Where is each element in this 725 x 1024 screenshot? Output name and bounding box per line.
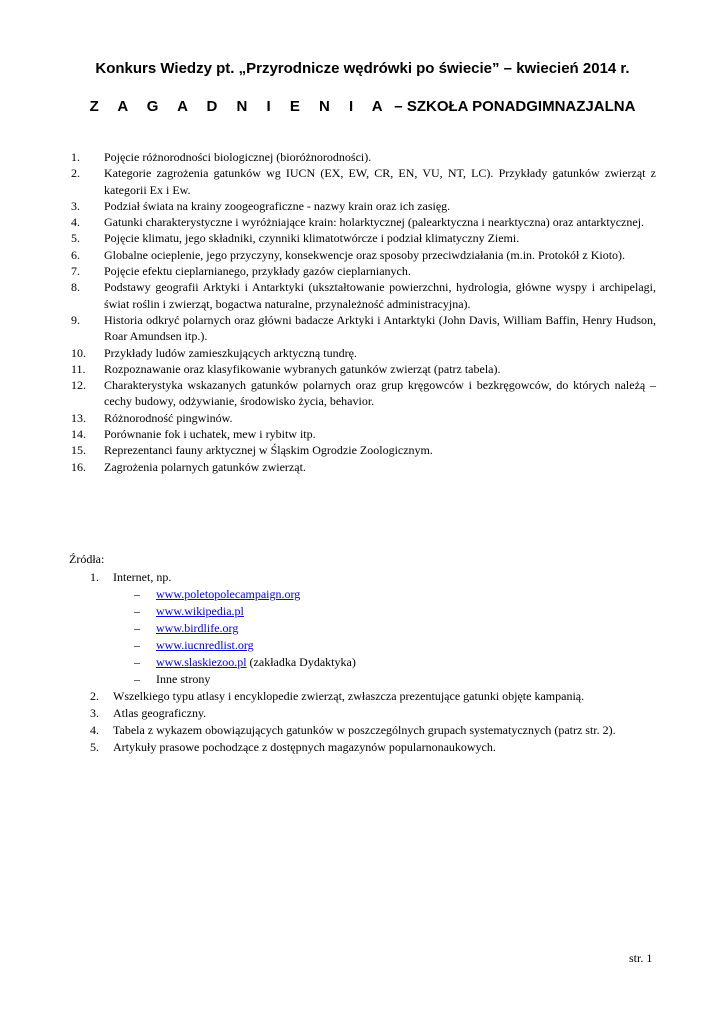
- dash-bullet: –: [134, 655, 140, 669]
- item-text: Gatunki charakterystyczne i wyróżniające krain: holarktycznej (palearktyczna i nearktyczna) oraz antarktycznej.: [104, 215, 645, 230]
- subtitle-rest: – SZKOŁA PONADGIMNAZJALNA: [390, 98, 636, 115]
- list-item: [0, 426, 725, 442]
- other-pages-text: Inne strony: [156, 672, 211, 686]
- link-birdlife[interactable]: www.birdlife.org: [156, 621, 239, 635]
- sources-heading: Źródła:: [69, 552, 105, 566]
- item-text: Charakterystyka wskazanych gatunków polarnych oraz grup kręgowców i bezkręgowców, do których należą – cechy budowy, odżywianie, środowisko życia, behavior.: [104, 378, 656, 409]
- link-iucnredlist[interactable]: www.iucnredlist.org: [156, 638, 254, 652]
- item-number: 10.: [71, 345, 86, 360]
- item-number: 3.: [71, 198, 80, 213]
- link-poletopole[interactable]: www.poletopolecampaign.org: [156, 587, 301, 601]
- item-number: 1.: [71, 150, 80, 164]
- dash-bullet: –: [134, 587, 140, 601]
- document-title: Konkurs Wiedzy pt. „Przyrodnicze wędrówki po świecie” – kwiecień 2014 r.: [95, 60, 630, 77]
- list-item: [0, 377, 725, 410]
- item-text: Pojęcie efektu cieplarnianego, przykłady gazów cieplarnianych.: [104, 264, 411, 279]
- list-item: [0, 263, 725, 279]
- item-number: 9.: [71, 312, 80, 327]
- item-text: Tabela z wykazem obowiązujących gatunków w poszczególnych grupach systematycznych (patrz str. 2).: [113, 723, 616, 737]
- item-number: 5.: [90, 740, 99, 754]
- item-text: Podział świata na krainy zoogeograficzne - nazwy krain oraz ich zasięg.: [104, 198, 451, 213]
- list-item: [0, 165, 725, 198]
- dash-bullet: –: [134, 638, 140, 652]
- page-number: str. 1: [629, 951, 653, 965]
- item-number: 11.: [71, 361, 86, 376]
- item-text: Pojęcie różnorodności biologicznej (bioróżnorodności).: [104, 150, 372, 164]
- item-text: Wszelkiego typu atlasy i encyklopedie zwierząt, zwłaszcza prezentujące gatunki objęte kampanią.: [113, 689, 585, 703]
- list-item: [0, 361, 725, 377]
- item-number: 3.: [90, 706, 99, 720]
- item-text: Podstawy geografii Arktyki i Antarktyki (ukształtowanie powierzchni, hydrologia, główne wyspy i archipelagi, świat roślin i zwierząt, bogactwa naturalne, przynależność administracyjna).: [104, 280, 656, 311]
- item-number: 4.: [90, 723, 99, 737]
- item-text: Rozpoznawanie oraz klasyfikowanie wybranych gatunków zwierząt (patrz tabela).: [104, 361, 501, 376]
- list-item: [0, 198, 725, 214]
- list-item: [0, 459, 725, 475]
- item-number: 12.: [71, 378, 86, 393]
- item-text: Reprezentanci fauny arktycznej w Śląskim Ogrodzie Zoologicznym.: [104, 443, 433, 458]
- list-item: [0, 345, 725, 361]
- item-text: Różnorodność pingwinów.: [104, 410, 233, 425]
- item-number: 5.: [71, 231, 80, 246]
- item-text: Historia odkryć polarnych oraz główni badacze Arktyki i Antarktyki (John Davis, William Baffin, Henry Hudson, Roar Amundsen itp.).: [104, 312, 656, 344]
- item-text: Przykłady ludów zamieszkujących arktyczną tundrę.: [104, 345, 357, 360]
- item-number: 15.: [71, 443, 86, 458]
- list-item: [0, 442, 725, 458]
- list-item: [0, 410, 725, 426]
- item-text: Internet, np.: [113, 570, 172, 584]
- subtitle-spaced: Z A G A D N I E N I A: [89, 98, 391, 115]
- topic-list: [0, 149, 725, 475]
- list-item: [0, 312, 725, 345]
- item-number: 4.: [71, 215, 80, 230]
- item-text: Porównanie fok i uchatek, mew i rybitw itp.: [104, 427, 316, 442]
- dash-bullet: –: [134, 621, 140, 635]
- item-number: 6.: [71, 247, 80, 262]
- item-text: Artykuły prasowe pochodzące z dostępnych magazynów popularnonaukowych.: [113, 740, 496, 754]
- item-number: 1.: [90, 570, 99, 584]
- link-suffix: (zakładka Dydaktyka): [246, 655, 356, 669]
- dash-bullet: –: [134, 672, 140, 686]
- dash-bullet: –: [134, 604, 140, 618]
- list-item: [0, 279, 725, 312]
- link-wikipedia[interactable]: www.wikipedia.pl: [156, 604, 244, 618]
- item-text: Globalne ocieplenie, jego przyczyny, konsekwencje oraz sposoby przeciwdziałania (m.in. Protokół z Kioto).: [104, 247, 626, 262]
- link-slaskiezoo[interactable]: www.slaskiezoo.pl: [156, 655, 247, 669]
- item-text: Pojęcie klimatu, jego składniki, czynniki klimatotwórcze i podział klimatyczny Ziemi.: [104, 231, 520, 246]
- item-number: 16.: [71, 459, 86, 474]
- list-item: [0, 230, 725, 246]
- item-number: 2.: [90, 689, 99, 703]
- document-subtitle: [0, 98, 725, 115]
- list-item: [0, 214, 725, 230]
- item-number: 2.: [71, 166, 80, 181]
- item-text: Zagrożenia polarnych gatunków zwierząt.: [104, 459, 306, 474]
- item-text: Atlas geograficzny.: [113, 706, 207, 720]
- item-number: 7.: [71, 264, 80, 279]
- item-number: 8.: [71, 280, 80, 295]
- list-item: [0, 247, 725, 263]
- item-number: 14.: [71, 427, 86, 442]
- item-number: 13.: [71, 410, 86, 425]
- list-item: [0, 149, 725, 165]
- item-text: Kategorie zagrożenia gatunków wg IUCN (EX, EW, CR, EN, VU, NT, LC). Przykłady gatunków zwierząt z kategorii Ex i Ew.: [104, 166, 656, 197]
